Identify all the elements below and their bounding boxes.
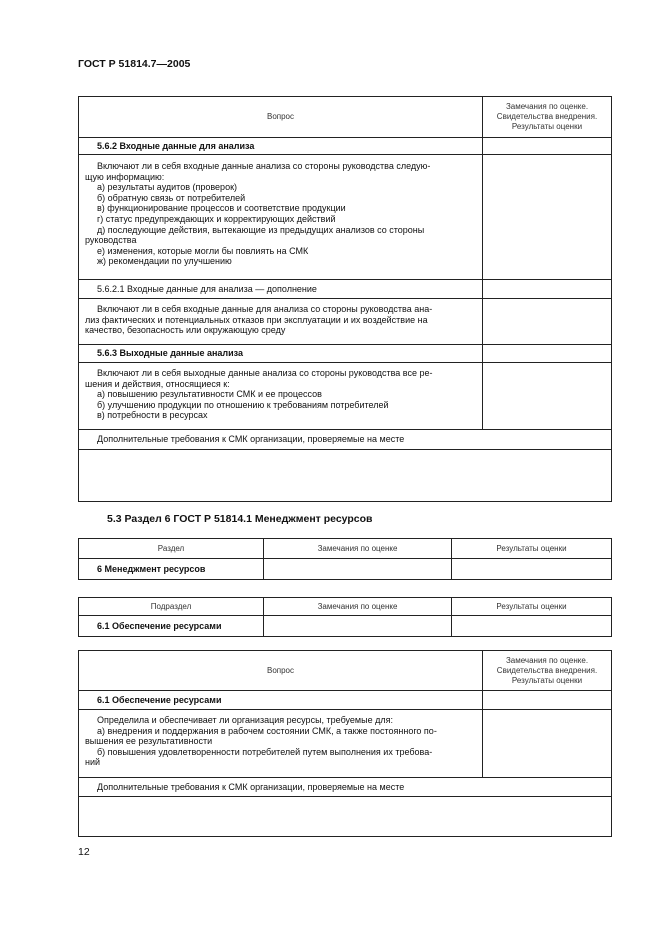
section-column-header: Раздел	[79, 539, 264, 559]
document-header: ГОСТ Р 51814.7—2005	[78, 58, 191, 70]
remarks-cell[interactable]	[483, 710, 612, 778]
section-5-6-2-1-question: Включают ли в себя входные данные для анализа со стороны руководства ана- лиз фактических и потенциальных отказов при эксплуатации и их воздействие на качество, безопасность или окружающую среду	[79, 299, 483, 345]
page-number: 12	[78, 846, 90, 858]
additional-requirements-label: Дополнительные требования к СМК организации, проверяемые на месте	[79, 430, 612, 450]
audit-table-5-6	[78, 96, 612, 502]
question-column-header: Вопрос	[79, 651, 483, 691]
remarks-column-header: Замечания по оценке. Свидетельства внедрения. Результаты оценки	[483, 651, 612, 691]
remarks-cell[interactable]	[483, 299, 612, 345]
remarks-column-header: Замечания по оценке. Свидетельства внедрения. Результаты оценки	[483, 97, 612, 138]
remarks-column-header: Замечания по оценке	[264, 539, 452, 559]
section-heading: 5.3 Раздел 6 ГОСТ Р 51814.1 Менеджмент ресурсов	[107, 513, 373, 525]
remarks-cell[interactable]	[483, 363, 612, 430]
remarks-cell[interactable]	[483, 345, 612, 363]
resource-management-table	[78, 538, 612, 580]
remarks-cell[interactable]	[483, 691, 612, 710]
section-6-1-heading: 6.1 Обеспечение ресурсами	[79, 691, 483, 710]
remarks-cell[interactable]	[264, 616, 452, 637]
section-6-1-question: Определила и обеспечивает ли организация ресурсы, требуемые для: а) внедрения и поддержания в рабочем состоянии СМК, а также постоянного по- вышения ее результативности б) повышения удовлетворенности потребителей путем выполнения их требова- ний	[79, 710, 483, 778]
additional-requirements-input[interactable]	[79, 450, 612, 502]
resource-provision-table	[78, 597, 612, 637]
section-5-6-2-1-title: 5.6.2.1 Входные данные для анализа — дополнение	[79, 280, 483, 299]
results-column-header: Результаты оценки	[452, 598, 612, 616]
remarks-cell[interactable]	[483, 138, 612, 155]
results-column-header: Результаты оценки	[452, 539, 612, 559]
audit-table-6-1	[78, 650, 612, 837]
section-6-1-title: 6.1 Обеспечение ресурсами	[79, 616, 264, 637]
remarks-column-header: Замечания по оценке	[264, 598, 452, 616]
section-5-6-2-title: 5.6.2 Входные данные для анализа	[79, 138, 483, 155]
remarks-cell[interactable]	[483, 280, 612, 299]
additional-requirements-input[interactable]	[79, 797, 612, 837]
results-cell[interactable]	[452, 616, 612, 637]
section-5-6-3-title: 5.6.3 Выходные данные анализа	[79, 345, 483, 363]
subsection-column-header: Подраздел	[79, 598, 264, 616]
remarks-cell[interactable]	[483, 155, 612, 280]
section-5-6-3-question: Включают ли в себя выходные данные анализа со стороны руководства все ре- шения и действия, относящиеся к: а) повышению результативности СМК и ее процессов б) улучшению продукции по отношению к требованиям потребителей в) потребности в ресурсах	[79, 363, 483, 430]
question-column-header: Вопрос	[79, 97, 483, 138]
results-cell[interactable]	[452, 559, 612, 580]
additional-requirements-label: Дополнительные требования к СМК организации, проверяемые на месте	[79, 778, 612, 797]
remarks-cell[interactable]	[264, 559, 452, 580]
section-6-title: 6 Менеджмент ресурсов	[79, 559, 264, 580]
section-5-6-2-question: Включают ли в себя входные данные анализа со стороны руководства следую- щую информацию: а) результаты аудитов (проверок) б) обратную связь от потребителей в) функционирование процессов и соответствие продукции г) статус предупреждающих и корректирующих действий д) последующие действия, вытекающие из предыдущих анализов со стороны руководства е) изменения, которые могли бы повлиять на СМК ж) рекомендации по улучшению	[79, 155, 483, 280]
